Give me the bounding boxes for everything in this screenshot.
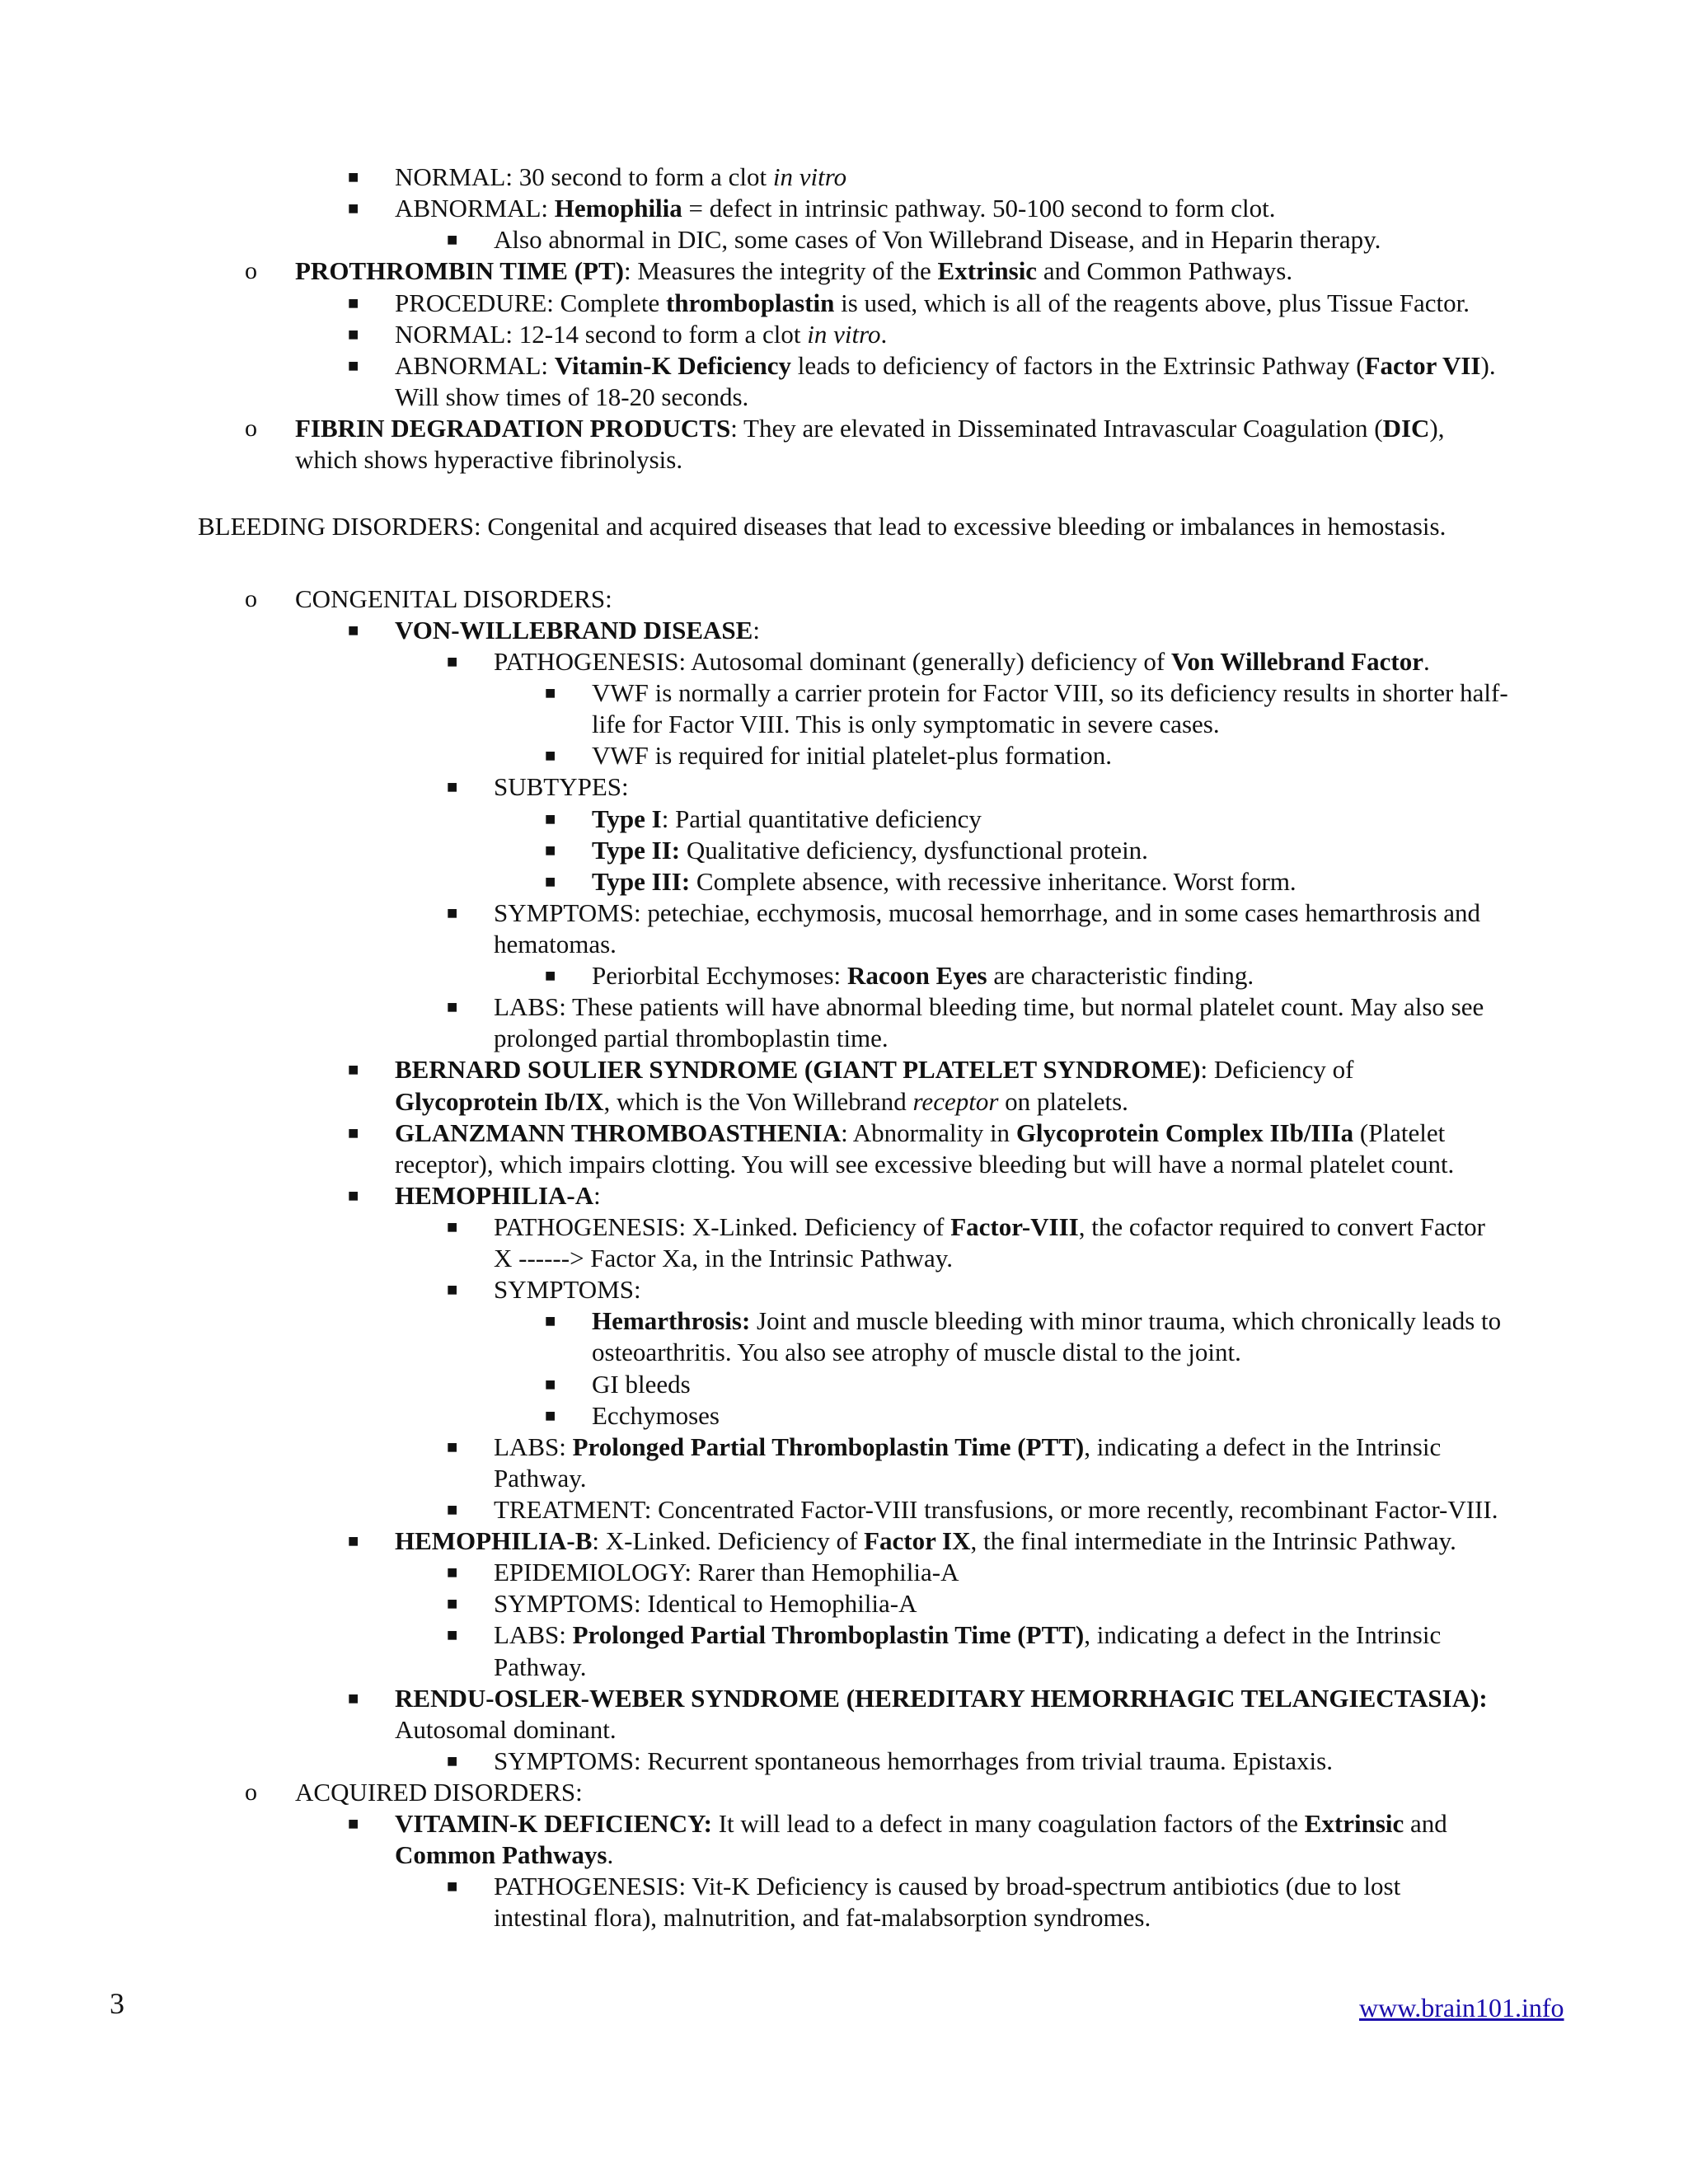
text-line: NORMAL: 30 second to form a clot in vitro	[395, 162, 847, 191]
footer-link[interactable]: www.brain101.info	[1359, 1993, 1564, 2022]
square-bullet-icon: ■	[447, 229, 458, 250]
text-line: PROTHROMBIN TIME (PT): Measures the integrity of the Extrinsic and Common Pathways.	[295, 256, 1293, 285]
text-line: Common Pathways.	[395, 1840, 614, 1869]
text-line: SUBTYPES:	[494, 772, 629, 801]
text-line: EPIDEMIOLOGY: Rarer than Hemophilia-A	[494, 1558, 959, 1586]
square-bullet-icon: ■	[545, 1374, 556, 1394]
text-line: Hemarthrosis: Joint and muscle bleeding with minor trauma, which chronically leads to	[592, 1306, 1502, 1335]
text-line: ACQUIRED DISORDERS:	[295, 1778, 583, 1807]
square-bullet-icon: ■	[447, 1216, 458, 1237]
square-bullet-icon: ■	[545, 1310, 556, 1331]
text-line: Type II: Qualitative deficiency, dysfunctional protein.	[592, 836, 1148, 865]
square-bullet-icon: ■	[348, 620, 359, 640]
text-line: intestinal flora), malnutrition, and fat-malabsorption syndromes.	[494, 1903, 1151, 1932]
square-bullet-icon: ■	[447, 902, 458, 923]
square-bullet-icon: ■	[447, 1750, 458, 1771]
text-line: SYMPTOMS: Recurrent spontaneous hemorrhages from trivial trauma. Epistaxis.	[494, 1746, 1333, 1775]
text-line: life for Factor VIII. This is only symptomatic in severe cases.	[592, 710, 1220, 738]
square-bullet-icon: ■	[348, 166, 359, 187]
text-line: Pathway.	[494, 1464, 587, 1493]
square-bullet-icon: ■	[545, 808, 556, 829]
text-line: X ------> Factor Xa, in the Intrinsic Pathway.	[494, 1244, 953, 1272]
square-bullet-icon: ■	[447, 1624, 458, 1645]
square-bullet-icon: ■	[447, 1279, 458, 1300]
text-line: SYMPTOMS: petechiae, ecchymosis, mucosal hemorrhage, and in some cases hemarthrosis and	[494, 898, 1480, 927]
text-line: hematomas.	[494, 930, 617, 958]
text-line: BERNARD SOULIER SYNDROME (GIANT PLATELET SYNDROME): Deficiency of	[395, 1055, 1354, 1084]
text-line: VON-WILLEBRAND DISEASE:	[395, 616, 760, 644]
text-line: LABS: These patients will have abnormal bleeding time, but normal platelet count. May also see	[494, 992, 1484, 1021]
text-line: CONGENITAL DISORDERS:	[295, 584, 612, 613]
text-line: NORMAL: 12-14 second to form a clot in vitro.	[395, 320, 888, 349]
text-line: Ecchymoses	[592, 1401, 720, 1430]
square-bullet-icon: ■	[447, 1499, 458, 1520]
text-line: which shows hyperactive fibrinolysis.	[295, 445, 683, 474]
square-bullet-icon: ■	[545, 871, 556, 892]
square-bullet-icon: ■	[348, 1688, 359, 1708]
text-line: HEMOPHILIA-B: X-Linked. Deficiency of Factor IX, the final intermediate in the Intrinsic Pathway.	[395, 1526, 1456, 1555]
text-line: Also abnormal in DIC, some cases of Von Willebrand Disease, and in Heparin therapy.	[494, 225, 1381, 254]
circle-bullet-icon: o	[245, 585, 257, 612]
square-bullet-icon: ■	[348, 1185, 359, 1206]
square-bullet-icon: ■	[447, 776, 458, 797]
square-bullet-icon: ■	[348, 1059, 359, 1080]
square-bullet-icon: ■	[348, 1530, 359, 1551]
text-line: Type I: Partial quantitative deficiency	[592, 804, 982, 833]
text-line: LABS: Prolonged Partial Thromboplastin Time (PTT), indicating a defect in the Intrinsic	[494, 1432, 1442, 1461]
page-number: 3	[110, 1987, 124, 2020]
text-line: Autosomal dominant.	[395, 1715, 617, 1744]
text-line: PATHOGENESIS: Vit-K Deficiency is caused by broad-spectrum antibiotics (due to lost	[494, 1872, 1401, 1900]
text-line: LABS: Prolonged Partial Thromboplastin Time (PTT), indicating a defect in the Intrinsic	[494, 1620, 1442, 1649]
text-line: HEMOPHILIA-A:	[395, 1181, 601, 1210]
text-line: osteoarthritis. You also see atrophy of muscle distal to the joint.	[592, 1338, 1241, 1366]
text-line: VITAMIN-K DEFICIENCY: It will lead to a defect in many coagulation factors of the Extrinsic and	[395, 1809, 1447, 1838]
square-bullet-icon: ■	[545, 840, 556, 860]
text-line: Glycoprotein Ib/IX, which is the Von Willebrand receptor on platelets.	[395, 1087, 1128, 1116]
text-line: RENDU-OSLER-WEBER SYNDROME (HEREDITARY HEMORRHAGIC TELANGIECTASIA):	[395, 1684, 1488, 1713]
square-bullet-icon: ■	[447, 996, 458, 1017]
square-bullet-icon: ■	[545, 682, 556, 703]
square-bullet-icon: ■	[447, 651, 458, 672]
text-line: ABNORMAL: Vitamin-K Deficiency leads to deficiency of factors in the Extrinsic Pathway (Factor VII).	[395, 351, 1496, 380]
text-line: FIBRIN DEGRADATION PRODUCTS: They are elevated in Disseminated Intravascular Coagulation (DIC),	[295, 414, 1445, 443]
square-bullet-icon: ■	[348, 198, 359, 218]
square-bullet-icon: ■	[447, 1562, 458, 1582]
square-bullet-icon: ■	[447, 1876, 458, 1896]
text-line: Will show times of 18-20 seconds.	[395, 382, 749, 411]
square-bullet-icon: ■	[447, 1593, 458, 1614]
text-line: GLANZMANN THROMBOASTHENIA: Abnormality in Glycoprotein Complex IIb/IIIa (Platelet	[395, 1118, 1446, 1147]
text-line: VWF is required for initial platelet-plus formation.	[592, 741, 1113, 770]
text-line: receptor), which impairs clotting. You will see excessive bleeding but will have a normal platelet count.	[395, 1150, 1455, 1179]
square-bullet-icon: ■	[545, 745, 556, 766]
square-bullet-icon: ■	[348, 324, 359, 344]
square-bullet-icon: ■	[348, 355, 359, 376]
square-bullet-icon: ■	[348, 293, 359, 313]
circle-bullet-icon: o	[245, 1779, 257, 1806]
square-bullet-icon: ■	[545, 965, 556, 986]
square-bullet-icon: ■	[348, 1813, 359, 1834]
text-line: Type III: Complete absence, with recessive inheritance. Worst form.	[592, 867, 1296, 896]
text-line: PROCEDURE: Complete thromboplastin is used, which is all of the reagents above, plus Tissue Factor.	[395, 288, 1470, 317]
circle-bullet-icon: o	[245, 415, 257, 442]
text-line: Pathway.	[494, 1652, 587, 1681]
text-line: GI bleeds	[592, 1370, 691, 1399]
circle-bullet-icon: o	[245, 257, 257, 284]
text-line: SYMPTOMS:	[494, 1275, 641, 1304]
text-line: SYMPTOMS: Identical to Hemophilia-A	[494, 1589, 917, 1618]
text-line: PATHOGENESIS: Autosomal dominant (generally) deficiency of Von Willebrand Factor.	[494, 647, 1430, 676]
text-line: TREATMENT: Concentrated Factor-VIII transfusions, or more recently, recombinant Factor-VIII.	[494, 1495, 1498, 1524]
text-line: Periorbital Ecchymoses: Racoon Eyes are characteristic finding.	[592, 961, 1254, 990]
text-line: ABNORMAL: Hemophilia = defect in intrinsic pathway. 50-100 second to form clot.	[395, 194, 1276, 223]
text-line: PATHOGENESIS: X-Linked. Deficiency of Factor-VIII, the cofactor required to convert Factor	[494, 1212, 1485, 1241]
square-bullet-icon: ■	[447, 1436, 458, 1457]
square-bullet-icon: ■	[348, 1122, 359, 1143]
text-line: prolonged partial thromboplastin time.	[494, 1024, 889, 1052]
square-bullet-icon: ■	[545, 1405, 556, 1426]
text-line: VWF is normally a carrier protein for Factor VIII, so its deficiency results in shorter half-	[592, 678, 1508, 707]
text-line: BLEEDING DISORDERS: Congenital and acquired diseases that lead to excessive bleeding or imbalances in hemostasis.	[198, 512, 1447, 541]
